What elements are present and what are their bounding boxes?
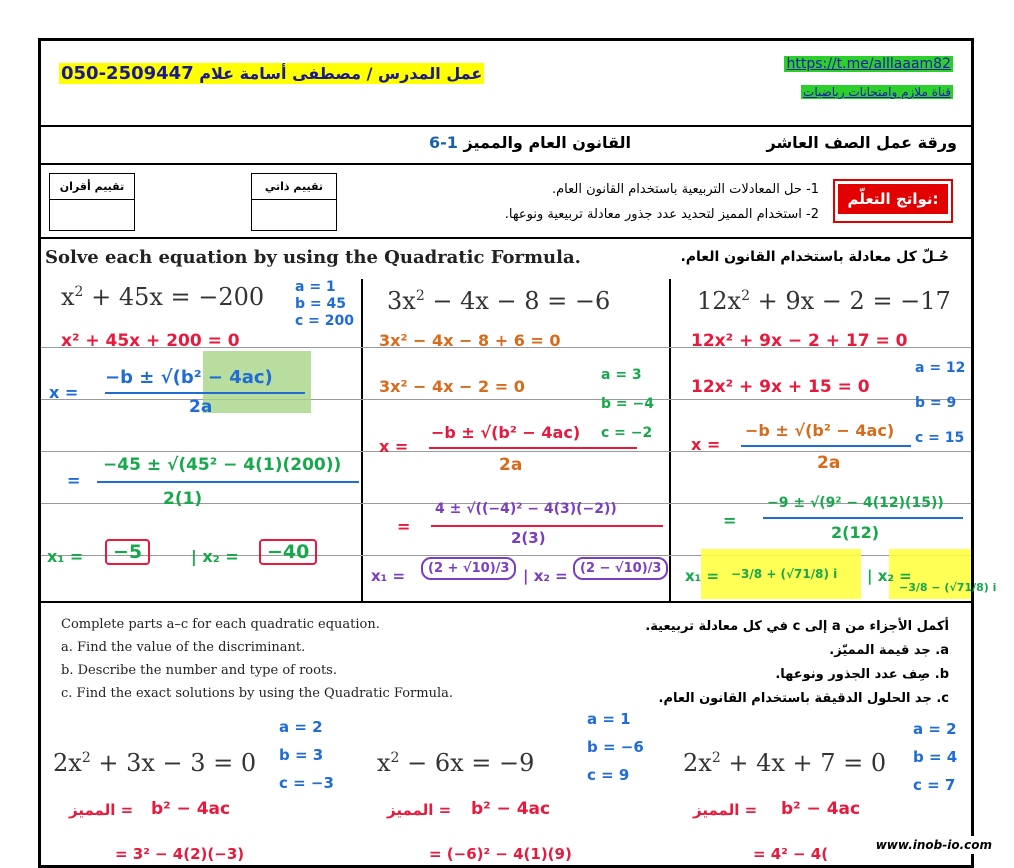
problem2-coefficients: a = 3 b = −4 c = −2: [601, 367, 654, 441]
problem1-substitution-denominator: 2(1): [163, 489, 203, 509]
section2-instructions-en: [61, 613, 453, 705]
problem2-formula-numerator: −b ± √(b² − 4ac): [431, 423, 581, 442]
problem3-x1-label: x₁ =: [685, 567, 720, 585]
problem3-substitution-numerator: −9 ± √(9² − 4(12)(15)): [767, 495, 944, 511]
problem3-equation: $12x^2 + 9x - 2 = -17$: [697, 287, 951, 315]
fraction-bar: [97, 481, 359, 483]
problem1-x2-label: | x₂ =: [191, 547, 239, 566]
teacher-phone: 050-2509447: [61, 63, 194, 84]
section-quadratic-formula: [41, 241, 997, 601]
section2-problem2-discriminant-label: المميز =: [387, 801, 452, 819]
problem1-x2-value: −40: [259, 539, 317, 565]
problem3-coefficients: a = 12 b = 9 c = 15: [915, 360, 966, 446]
section2-problem1-discriminant-substitution: = 3² − 4(2)(−3): [115, 845, 245, 863]
section2-part-a-ar: a. جد قيمة المميّز.: [829, 643, 949, 658]
section2-part-a-en: a. Find the value of the discriminant.: [61, 640, 306, 655]
self-evaluation-label: تقييم ذاتي: [252, 174, 336, 200]
problem1-x1-label: x₁ =: [47, 547, 84, 566]
problem1-formula-denominator: 2a: [189, 397, 213, 417]
problem2-x-label: x =: [379, 437, 409, 456]
lesson-title: [419, 133, 631, 152]
problem1-substitution-numerator: −45 ± √(45² − 4(1)(200)): [103, 455, 342, 475]
objective-item: 2- استخدام المميز لتحديد عدد جذور معادلة تربيعية ونوعها.: [504, 207, 819, 222]
fraction-bar: [105, 392, 305, 394]
site-watermark: www.inob-io.com: [872, 836, 996, 854]
section2-part-b-ar: b. صِف عدد الجذور ونوعها.: [775, 667, 949, 682]
problem2-rearranged: 3x² − 4x − 8 + 6 = 0: [379, 331, 561, 350]
section2-part-c-en: c. Find the exact solutions by using the Quadratic Formula.: [61, 686, 453, 701]
ruled-line: [41, 451, 971, 452]
problem1-x1-value: −5: [105, 539, 150, 565]
worksheet-page: [38, 38, 997, 868]
section2-problem3-discriminant-formula: b² − 4ac: [781, 799, 861, 819]
section2-problem3-discriminant-label: المميز =: [693, 801, 758, 819]
section1-heading-en: Solve each equation by using the Quadratic Formula.: [45, 247, 581, 268]
peer-evaluation-box: [49, 173, 135, 231]
problem2-formula-denominator: 2a: [499, 455, 523, 475]
problem1-coefficients: a = 1 b = 45 c = 200: [295, 279, 355, 329]
page-header: [41, 41, 971, 127]
problem2-substitution-numerator: 4 ± √((−4)² − 4(3)(−2)): [435, 501, 617, 517]
problem3-formula-numerator: −b ± √(b² − 4ac): [745, 421, 895, 440]
problem3-x2-label: | x₂ =: [867, 567, 912, 585]
objective-item: 1- حل المعادلات التربيعية باستخدام القانون العام.: [551, 182, 819, 197]
objectives-list: [505, 177, 819, 227]
problem3-formula-denominator: 2a: [817, 453, 841, 473]
problem2-standard-form: 3x² − 4x − 2 = 0: [379, 377, 525, 396]
section2-part-c-ar: c. جد الحلول الدقيقة باستخدام القانون العام.: [658, 691, 949, 706]
section2-problem2-discriminant-formula: b² − 4ac: [471, 799, 551, 819]
telegram-channel-label[interactable]: قناة ملازم وامتحانات رياضيات: [803, 85, 951, 99]
section2-problem2-equation: $x^2 - 6x = -9$: [377, 749, 535, 777]
problem1-equals: =: [67, 471, 81, 490]
column-divider: [361, 279, 363, 601]
problem2-equation: $3x^2 - 4x - 8 = -6$: [387, 287, 611, 315]
problem2-x1-label: x₁ =: [371, 567, 406, 585]
objectives-row: [41, 165, 971, 239]
teacher-credit: [59, 63, 484, 84]
self-evaluation-box: [251, 173, 337, 231]
problem2-x2-label: | x₂ =: [523, 567, 568, 585]
section2-problem2-coefficients: a = 1 b = −6 c = 9: [587, 710, 644, 784]
problem3-x1-value: −3/8 + (√71/8) i: [731, 567, 838, 581]
section2-problem1-equation: $2x^2 + 3x - 3 = 0$: [53, 749, 257, 777]
column-divider: [669, 279, 671, 601]
section2-instructions-ar: [645, 615, 949, 711]
section2-problem1-discriminant-label: المميز =: [69, 801, 134, 819]
problem3-equals: =: [723, 511, 737, 530]
problem2-x1-value: (2 + √10)/3: [421, 557, 516, 580]
fraction-bar: [429, 447, 637, 449]
problem2-substitution-denominator: 2(3): [511, 529, 546, 547]
worksheet-title: ورقة عمل الصف العاشر: [766, 133, 957, 152]
problem3-x2-value: −3/8 − (√71/8) i: [899, 581, 997, 594]
section2-problem3-equation: $2x^2 + 4x + 7 = 0$: [683, 749, 887, 777]
section2-part-b-en: b. Describe the number and type of roots.: [61, 663, 337, 678]
problem1-equation: $x^2 + 45x = -200$: [61, 283, 265, 311]
problem3-substitution-denominator: 2(12): [831, 523, 880, 542]
section1-heading-ar: حُـلّ كل معادلة باستخدام القانون العام.: [680, 249, 949, 265]
section-separator: [41, 601, 971, 603]
section2-intro-ar: أكمل الأجزاء من a إلى c في كل معادلة تربيعية.: [645, 619, 949, 634]
problem1-formula-numerator: −b ± √(b² − 4ac): [105, 367, 273, 388]
problem2-equals: =: [397, 517, 411, 536]
section2-problem3-discriminant-substitution: = 4² − 4(: [753, 845, 829, 863]
teacher-name: عمل المدرس / مصطفى أسامة علام: [199, 64, 483, 83]
section2-intro-en: Complete parts a–c for each quadratic equation.: [61, 617, 380, 632]
section2-problem3-coefficients: a = 2 b = 4 c = 7: [913, 720, 958, 794]
section2-problem2-discriminant-substitution: = (−6)² − 4(1)(9): [429, 845, 572, 863]
section2-problem1-discriminant-formula: b² − 4ac: [151, 799, 231, 819]
telegram-link[interactable]: https://t.me/alllaaam82: [786, 56, 951, 72]
problem2-x2-value: (2 − √10)/3: [573, 557, 668, 580]
problem3-x-label: x =: [691, 435, 721, 454]
problem1-standard-form: x² + 45x + 200 = 0: [61, 331, 240, 351]
problem1-x-label: x =: [49, 383, 79, 402]
lesson-number: 1-6: [429, 133, 458, 152]
fraction-bar: [763, 517, 963, 519]
fraction-bar: [431, 525, 663, 527]
fraction-bar: [741, 445, 911, 447]
title-row: [41, 125, 971, 165]
section2-problem1-coefficients: a = 2 b = 3 c = −3: [279, 718, 334, 792]
problem3-rearranged: 12x² + 9x − 2 + 17 = 0: [691, 331, 908, 351]
problem3-standard-form: 12x² + 9x + 15 = 0: [691, 377, 870, 397]
objectives-label: نواتج التعلّم:: [838, 184, 948, 214]
objectives-label-box: [833, 179, 953, 223]
lesson-name: القانون العام والمميز: [463, 133, 631, 152]
peer-evaluation-label: تقييم أقران: [50, 174, 134, 200]
ruled-line: [41, 399, 971, 400]
